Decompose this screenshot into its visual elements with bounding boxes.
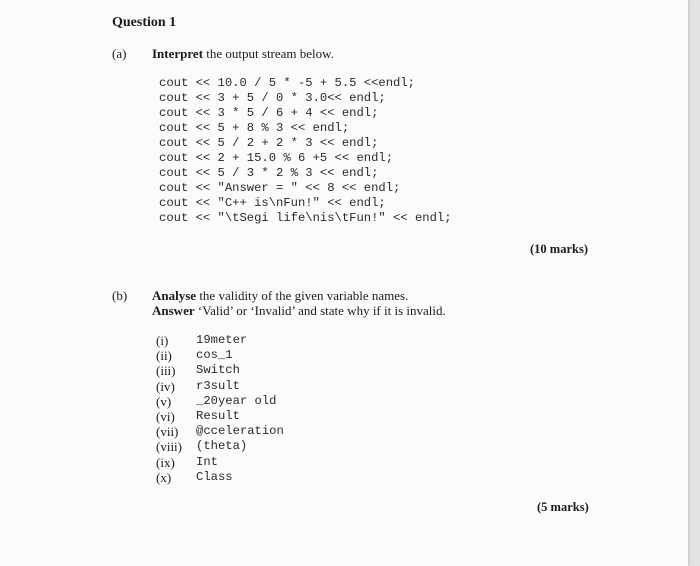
variable-name: Int <box>196 454 218 469</box>
item-number: (iii) <box>156 363 176 379</box>
part-a-label: (a) <box>112 46 127 61</box>
part-a-prompt-text: the output stream below. <box>203 46 334 61</box>
variable-name: _20year old <box>196 393 277 408</box>
part-a-prompt <box>152 46 334 62</box>
item-number: (viii) <box>156 439 182 455</box>
variable-name: 19meter <box>196 333 248 347</box>
item-number: (iv) <box>156 378 175 394</box>
part-b-prompt-line2 <box>152 303 446 319</box>
code-line: cout << 5 / 3 * 2 % 3 << endl; <box>159 166 379 180</box>
code-line: cout << 10.0 / 5 * -5 + 5.5 <<endl; <box>159 76 415 90</box>
variable-name: Result <box>196 408 240 423</box>
variable-name: Switch <box>196 363 240 378</box>
item-number: (i) <box>156 333 169 348</box>
code-line: cout << "Answer = " << 8 << endl; <box>159 181 401 195</box>
part-b-marks: (5 marks) <box>537 500 589 514</box>
variable-name: @cceleration <box>196 424 284 439</box>
variable-name: (theta) <box>196 439 248 454</box>
variable-name: Class <box>196 469 233 484</box>
code-line: cout << "C++ is\nFun!" << endl; <box>159 196 386 210</box>
part-a-marks: (10 marks) <box>530 242 588 256</box>
item-number: (ii) <box>156 348 172 364</box>
code-block <box>159 76 452 226</box>
part-a-prompt-keyword: Interpret <box>152 46 204 61</box>
code-line: cout << 5 + 8 % 3 << endl; <box>159 121 350 135</box>
variable-name: cos_1 <box>196 348 233 363</box>
part-b-label: (b) <box>112 288 128 303</box>
item-number: (ix) <box>156 454 175 470</box>
code-line: cout << 2 + 15.0 % 6 +5 << endl; <box>159 151 394 165</box>
code-line: cout << 5 / 2 + 2 * 3 << endl; <box>159 136 379 150</box>
part-b-prompt1-keyword: Analyse <box>152 288 197 303</box>
item-number: (x) <box>156 469 172 485</box>
variable-name: r3sult <box>196 378 240 393</box>
code-line: cout << 3 + 5 / 0 * 3.0<< endl; <box>159 91 386 105</box>
part-b-prompt2-text: ‘Valid’ or ‘Invalid’ and state why if it is invalid. <box>194 303 446 318</box>
code-line: cout << 3 * 5 / 6 + 4 << endl; <box>159 106 379 120</box>
item-number: (vi) <box>156 408 175 424</box>
question-title: Question 1 <box>112 15 177 30</box>
code-line: cout << "\tSegi life\nis\tFun!" << endl; <box>159 211 452 225</box>
part-b-prompt2-keyword: Answer <box>152 303 195 318</box>
item-number: (vii) <box>156 424 179 440</box>
item-number: (v) <box>156 393 172 409</box>
part-b-prompt1-text: the validity of the given variable names. <box>196 288 409 303</box>
part-b-prompt-line1 <box>152 288 408 304</box>
